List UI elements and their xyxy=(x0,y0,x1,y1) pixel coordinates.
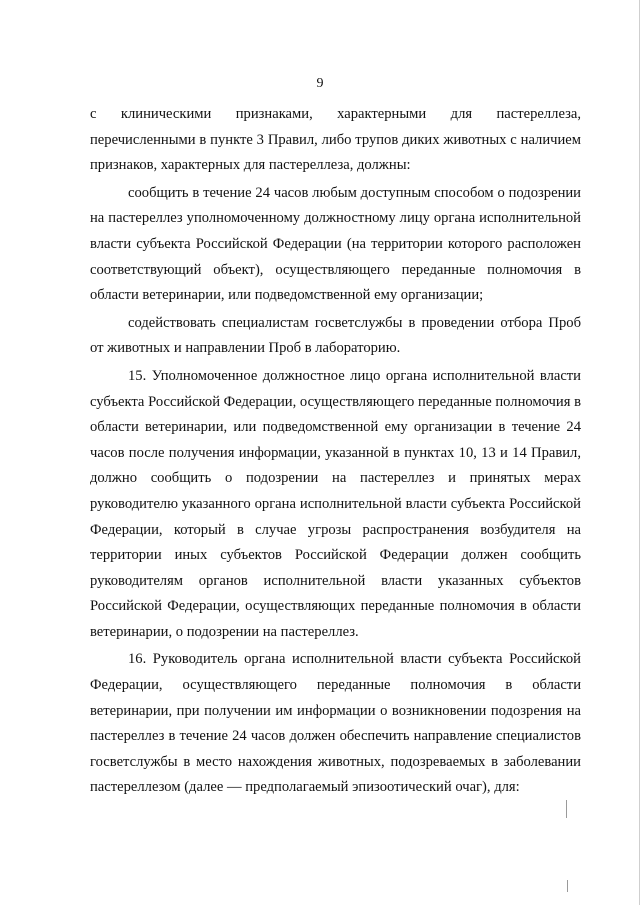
paragraph-report-suspicion: сообщить в течение 24 часов любым доступным способом о подозрении на пастереллез уполномоченному должностному лицу органа исполнительной власти субъекта Российской Федерации (на территории которого расположен соответствующий объект), осуществляющего переданные полномочия в области ветеринарии, или подведомственной ему организации; xyxy=(90,184,581,304)
page-number: 9 xyxy=(316,76,324,91)
paragraph-assist-specialists: содействовать специалистам госветслужбы в проведении отбора Проб от животных и направлении Проб в лабораторию. xyxy=(90,314,581,357)
scan-artifact-line xyxy=(567,880,568,892)
document-body xyxy=(90,102,581,801)
paragraph-item-16: 16. Руководитель органа исполнительной власти субъекта Российской Федерации, осуществляющего переданные полномочия в области ветеринарии, при получении им информации о возникновении подозрения на пастереллез в течение 24 часов должен обеспечить направление специалистов госветслужбы в место нахождения животных, подозреваемых в заболевании пастереллезом (далее — предполагаемый эпизоотический очаг), для: xyxy=(90,651,581,796)
paragraph-continuation: с клиническими признаками, характерными для пастереллеза, перечисленными в пункте 3 Правил, либо трупов диких животных с наличием признаков, характерных для пастереллеза, должны: xyxy=(90,106,581,174)
paragraph-item-15: 15. Уполномоченное должностное лицо органа исполнительной власти субъекта Российской Федерации, осуществляющего переданные полномочия в области ветеринарии, или подведомственной ему организации в течение 24 часов после получения информации, указанной в пунктах 10, 13 и 14 Правил, должно сообщить о подозрении на пастереллез и принятых мерах руководителю указанного органа исполнительной власти субъекта Российской Федерации, который в случае угрозы распространения возбудителя на территории иных субъектов Российской Федерации должен сообщить руководителям органов исполнительной власти указанных субъектов Российской Федерации, осуществляющих переданные полномочия в области ветеринарии, о подозрении на пастереллез. xyxy=(90,367,581,640)
scan-artifact-line xyxy=(566,800,567,818)
